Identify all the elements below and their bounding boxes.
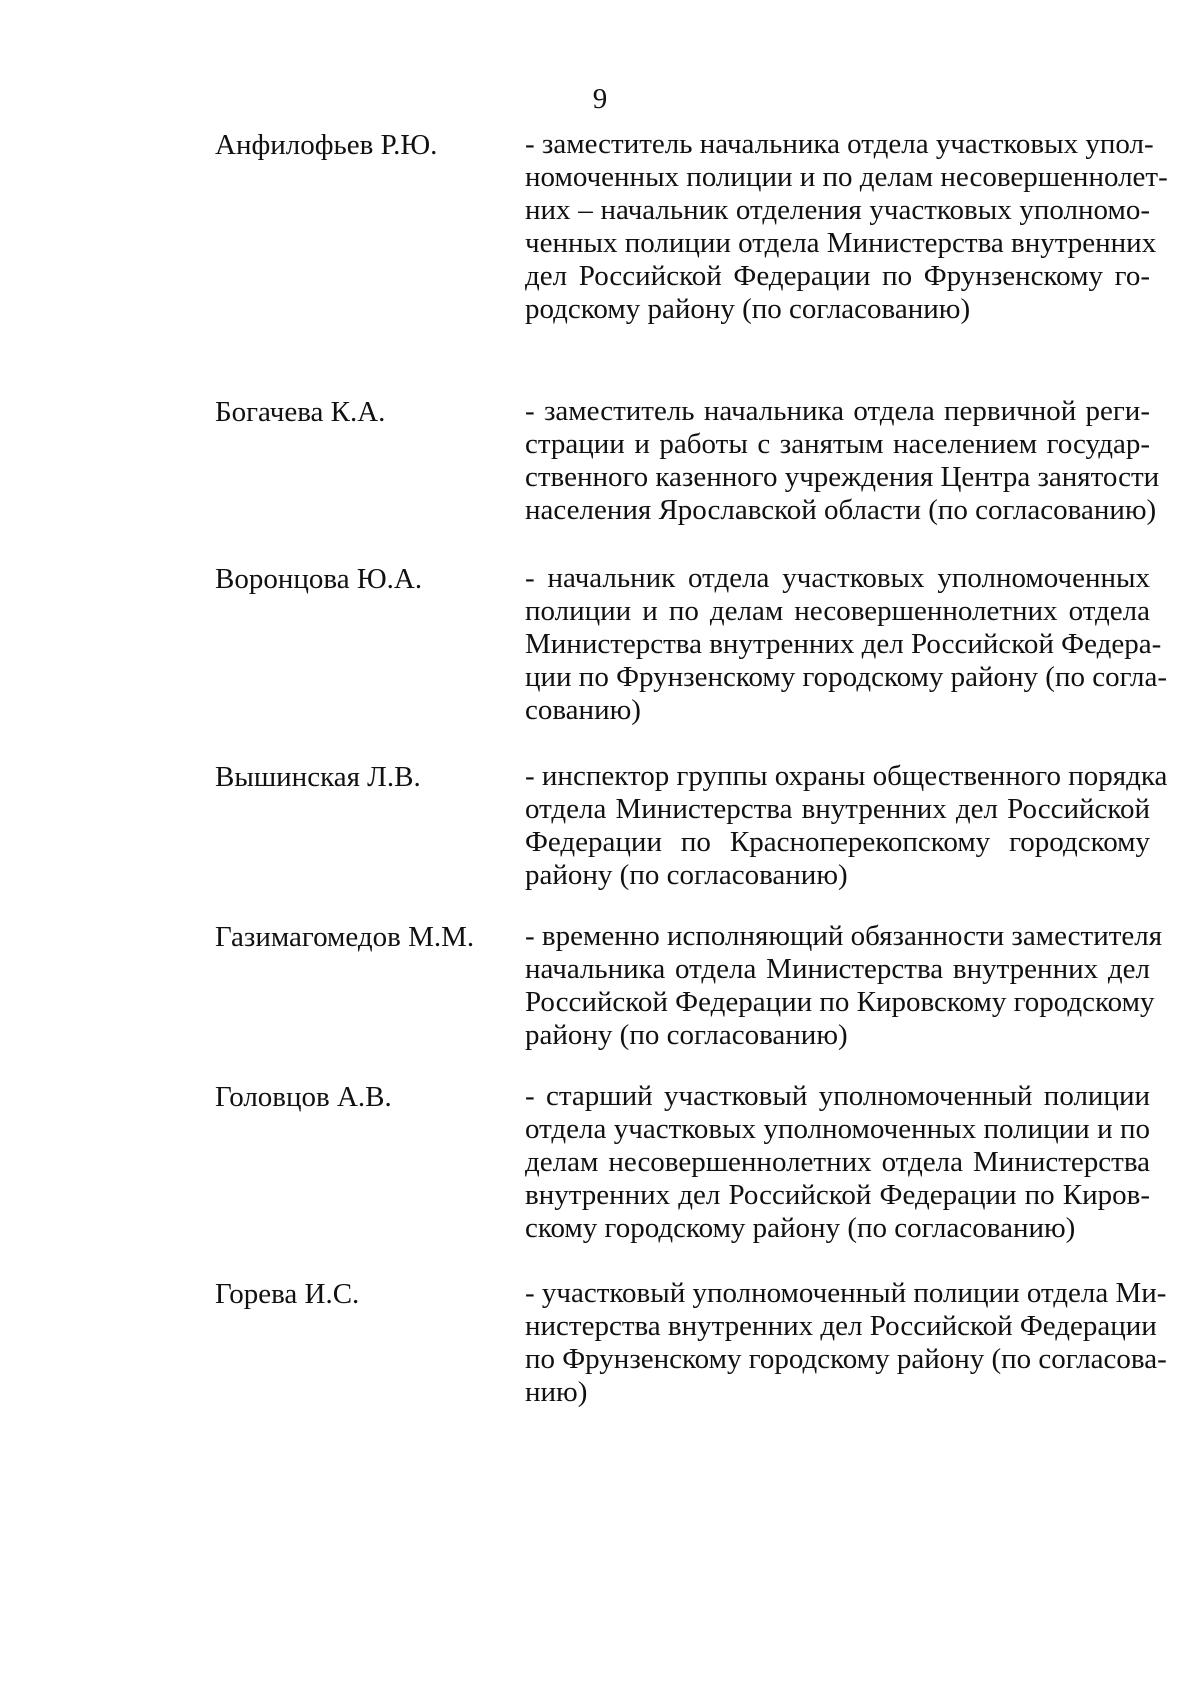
position-line: родскому району (по согласованию) <box>525 293 971 325</box>
position-line: скому городскому району (по согласованию) <box>525 1212 1076 1244</box>
position-line: полиции и по делам несовершеннолетних отдела <box>525 595 1150 627</box>
position-line: номоченных полиции и по делам несовершеннолет- <box>525 161 1168 193</box>
position-line: дел Российской Федерации по Фрунзенскому го- <box>525 260 1150 292</box>
position-line: нию) <box>525 1376 588 1408</box>
position-line: отдела Министерства внутренних дел Российской <box>525 793 1150 825</box>
person-position <box>525 760 1168 892</box>
position-line: - заместитель начальника отдела первичной реги- <box>525 395 1150 427</box>
position-line: району (по согласованию) <box>525 859 848 891</box>
position-line: - инспектор группы охраны общественного порядка <box>525 760 1168 792</box>
position-line: - старший участковый уполномоченный полиции <box>525 1080 1150 1112</box>
person-name: Воронцова Ю.А. <box>215 563 423 595</box>
person-position <box>525 128 1168 326</box>
person-name: Горева И.С. <box>215 1278 360 1310</box>
position-line: начальника отдела Министерства внутренних дел <box>525 953 1150 985</box>
position-line: ции по Фрунзенскому городскому району (по согла- <box>525 661 1168 693</box>
position-line: по Фрунзенскому городскому району (по согласова- <box>525 1343 1167 1375</box>
person-name: Вышинская Л.В. <box>215 761 421 793</box>
person-position <box>525 562 1168 727</box>
person-position <box>525 920 1163 1052</box>
person-name: Головцов А.В. <box>215 1081 392 1113</box>
person-position <box>525 395 1160 527</box>
person-name: Богачева К.А. <box>215 396 386 428</box>
position-line: району (по согласованию) <box>525 1019 848 1051</box>
position-line: внутренних дел Российской Федерации по Киров- <box>525 1179 1150 1211</box>
position-line: населения Ярославской области (по согласованию) <box>525 494 1157 526</box>
position-line: Российской Федерации по Кировскому городскому <box>525 986 1155 1018</box>
person-name: Анфилофьев Р.Ю. <box>215 129 438 161</box>
position-line: нистерства внутренних дел Российской Федерации <box>525 1310 1157 1342</box>
position-line: ственного казенного учреждения Центра занятости <box>525 461 1160 493</box>
position-line: делам несовершеннолетних отдела Министерства <box>525 1146 1150 1178</box>
position-line: отдела участковых уполномоченных полиции и по <box>525 1113 1150 1145</box>
position-line: - временно исполняющий обязанности заместителя <box>525 920 1163 952</box>
position-line: Министерства внутренних дел Российской Федера- <box>525 628 1162 660</box>
position-line: них – начальник отделения участковых уполномо- <box>525 194 1150 226</box>
position-line: ченных полиции отдела Министерства внутренних <box>525 227 1157 259</box>
position-line: страции и работы с занятым населением государ- <box>525 428 1150 460</box>
position-line: сованию) <box>525 694 641 726</box>
page-number: 9 <box>592 83 608 115</box>
person-position <box>525 1080 1150 1245</box>
person-name: Газимагомедов М.М. <box>215 921 475 953</box>
position-line: - участковый уполномоченный полиции отдела Ми- <box>525 1277 1167 1309</box>
person-position <box>525 1277 1167 1409</box>
position-line: - заместитель начальника отдела участковых упол- <box>525 128 1154 160</box>
position-line: - начальник отдела участковых уполномоченных <box>525 562 1150 594</box>
position-line: Федерации по Красноперекопскому городскому <box>525 826 1150 858</box>
